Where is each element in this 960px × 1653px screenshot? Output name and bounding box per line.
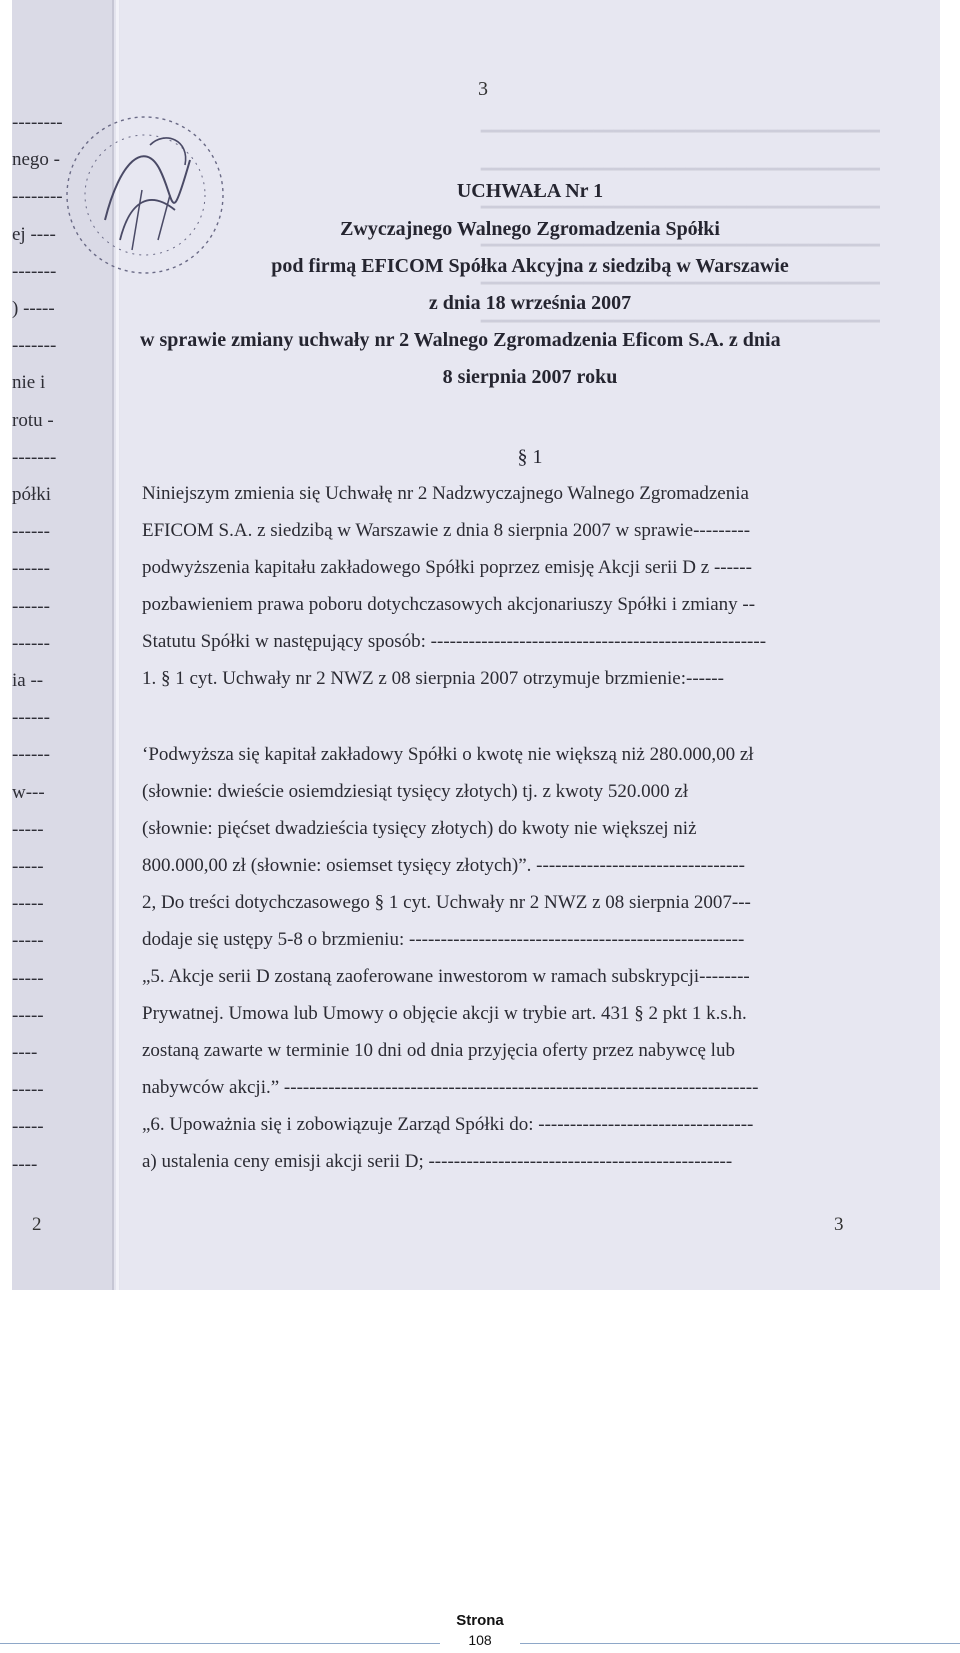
bleed-through-text: ━━━━━━━━━━━━━━━━━━━━━━━━━━━━━━━━━━━━━━━ xyxy=(480,274,880,293)
bleed-through-text: ━━━━━━━━━━━━━━━━━━━━━━━━━━━━━━━━━━━━━━━ xyxy=(480,312,880,331)
previous-page-fragment: ----- xyxy=(12,1004,44,1026)
body-line: zostaną zawarte w terminie 10 dni od dnia przyjęcia oferty przez nabywcę lub xyxy=(142,1040,735,1061)
scanned-document xyxy=(12,0,940,1290)
resolution-company: pod firmą EFICOM Spółka Akcyjna z siedzibą w Warszawie xyxy=(271,255,789,277)
previous-page-fragment: ------- xyxy=(12,446,57,468)
previous-page-fragment: nego - xyxy=(12,149,61,171)
previous-page-fragment: ------ xyxy=(12,707,50,729)
bleed-through-text: ━━━━━━━━━━━━━━━━━━━━━━━━━━━━━━━━━━━━━━━ xyxy=(480,160,880,179)
previous-page-fragment: nie i xyxy=(12,372,46,394)
body-line: 1. § 1 cyt. Uchwały nr 2 NWZ z 08 sierpnia 2007 otrzymuje brzmienie:------ xyxy=(142,668,724,689)
previous-page-fragment: w--- xyxy=(12,781,45,803)
previous-page-fragment: ---- xyxy=(12,1153,38,1175)
previous-page-number: 2 xyxy=(32,1214,42,1235)
body-line: EFICOM S.A. z siedzibą w Warszawie z dnia 8 sierpnia 2007 w sprawie--------- xyxy=(142,520,751,541)
previous-page-fragment: ------ xyxy=(12,744,50,766)
body-line: (słownie: pięćset dwadzieścia tysięcy złotych) do kwoty nie większej niż xyxy=(142,818,697,839)
previous-page-fragment: ------ xyxy=(12,558,50,580)
page-number-bottom: 3 xyxy=(834,1214,844,1235)
previous-page-fragment: ----- xyxy=(12,967,44,989)
page-number-top: 3 xyxy=(478,78,488,100)
previous-page-fragment: półki xyxy=(12,484,52,505)
footer-label: Strona xyxy=(456,1612,504,1629)
previous-page-fragment: -------- xyxy=(12,112,63,133)
body-line: „5. Akcje serii D zostaną zaoferowane inwestorom w ramach subskrypcji-------- xyxy=(142,966,750,987)
previous-page-fragment: -------- xyxy=(12,186,63,208)
previous-page-fragment: ) ----- xyxy=(12,298,55,319)
previous-page-fragment: ---- xyxy=(12,1042,38,1063)
previous-page-fragment: ia -- xyxy=(12,670,44,691)
previous-page-fragment: ------ xyxy=(12,632,50,654)
section-mark: § 1 xyxy=(517,446,543,468)
previous-page-fragment: ------- xyxy=(12,335,57,357)
body-line: podwyższenia kapitału zakładowego Spółki poprzez emisję Akcji serii D z ------ xyxy=(142,557,752,578)
body-line: ‘Podwyższa się kapitał zakładowy Spółki o kwotę nie większą niż 280.000,00 zł xyxy=(142,744,754,765)
body-line: Niniejszym zmienia się Uchwałę nr 2 Nadzwyczajnego Walnego Zgromadzenia xyxy=(142,483,749,504)
body-line: (słownie: dwieście osiemdziesiąt tysięcy złotych) tj. z kwoty 520.000 zł xyxy=(142,781,689,802)
body-line: Statutu Spółki w następujący sposób: ----------------------------------------------------- xyxy=(142,631,767,652)
previous-page-fragment: ------ xyxy=(12,595,50,617)
resolution-subject: w sprawie zmiany uchwały nr 2 Walnego Zgromadzenia Eficom S.A. z dnia xyxy=(140,329,781,351)
previous-page-fragment: ----- xyxy=(12,930,44,952)
body-line: 800.000,00 zł (słownie: osiemset tysięcy złotych)”. --------------------------------- xyxy=(142,855,745,876)
previous-page-fragment: ------- xyxy=(12,260,57,282)
resolution-title: UCHWAŁA Nr 1 xyxy=(456,180,604,202)
previous-page-fragment: ----- xyxy=(12,1079,44,1101)
resolution-date: z dnia 18 września 2007 xyxy=(428,292,632,314)
body-line: Prywatnej. Umowa lub Umowy o objęcie akcji w trybie art. 431 § 2 pkt 1 k.s.h. xyxy=(142,1003,747,1024)
body-line: a) ustalenia ceny emisji akcji serii D; ------------------------------------------------ xyxy=(142,1151,733,1172)
bleed-through-text: ━━━━━━━━━━━━━━━━━━━━━━━━━━━━━━━━━━━━━━━ xyxy=(480,236,880,255)
previous-page-fragment: rotu - xyxy=(12,409,54,431)
body-line: 2, Do treści dotychczasowego § 1 cyt. Uchwały nr 2 NWZ z 08 sierpnia 2007--- xyxy=(142,892,751,913)
previous-page-fragment: ----- xyxy=(12,893,44,915)
document-page xyxy=(120,0,940,1290)
bleed-through-text: ━━━━━━━━━━━━━━━━━━━━━━━━━━━━━━━━━━━━━━━ xyxy=(480,122,880,141)
body-line: dodaje się ustępy 5-8 o brzmieniu: ----------------------------------------------------- xyxy=(142,929,745,950)
footer-page-number: 108 xyxy=(468,1632,492,1648)
previous-page-fragment: ----- xyxy=(12,818,44,840)
previous-page-fragment: ej ---- xyxy=(12,223,56,245)
resolution-subject-date: 8 sierpnia 2007 roku xyxy=(442,366,618,388)
body-line: „6. Upoważnia się i zobowiązuje Zarząd Spółki do: ---------------------------------- xyxy=(142,1114,754,1135)
previous-page-fragment: ----- xyxy=(12,1116,44,1138)
resolution-assembly: Zwyczajnego Walnego Zgromadzenia Spółki xyxy=(340,218,720,240)
bleed-through-text: ━━━━━━━━━━━━━━━━━━━━━━━━━━━━━━━━━━━━━━━ xyxy=(480,198,880,217)
body-line: nabywców akcji.” --------------------------------------------------------------------------- xyxy=(142,1077,759,1098)
body-line: pozbawieniem prawa poboru dotychczasowych akcjonariuszy Spółki i zmiany -- xyxy=(142,594,756,615)
previous-page-fragment: ------ xyxy=(12,521,50,543)
previous-page-fragment: ----- xyxy=(12,856,44,877)
